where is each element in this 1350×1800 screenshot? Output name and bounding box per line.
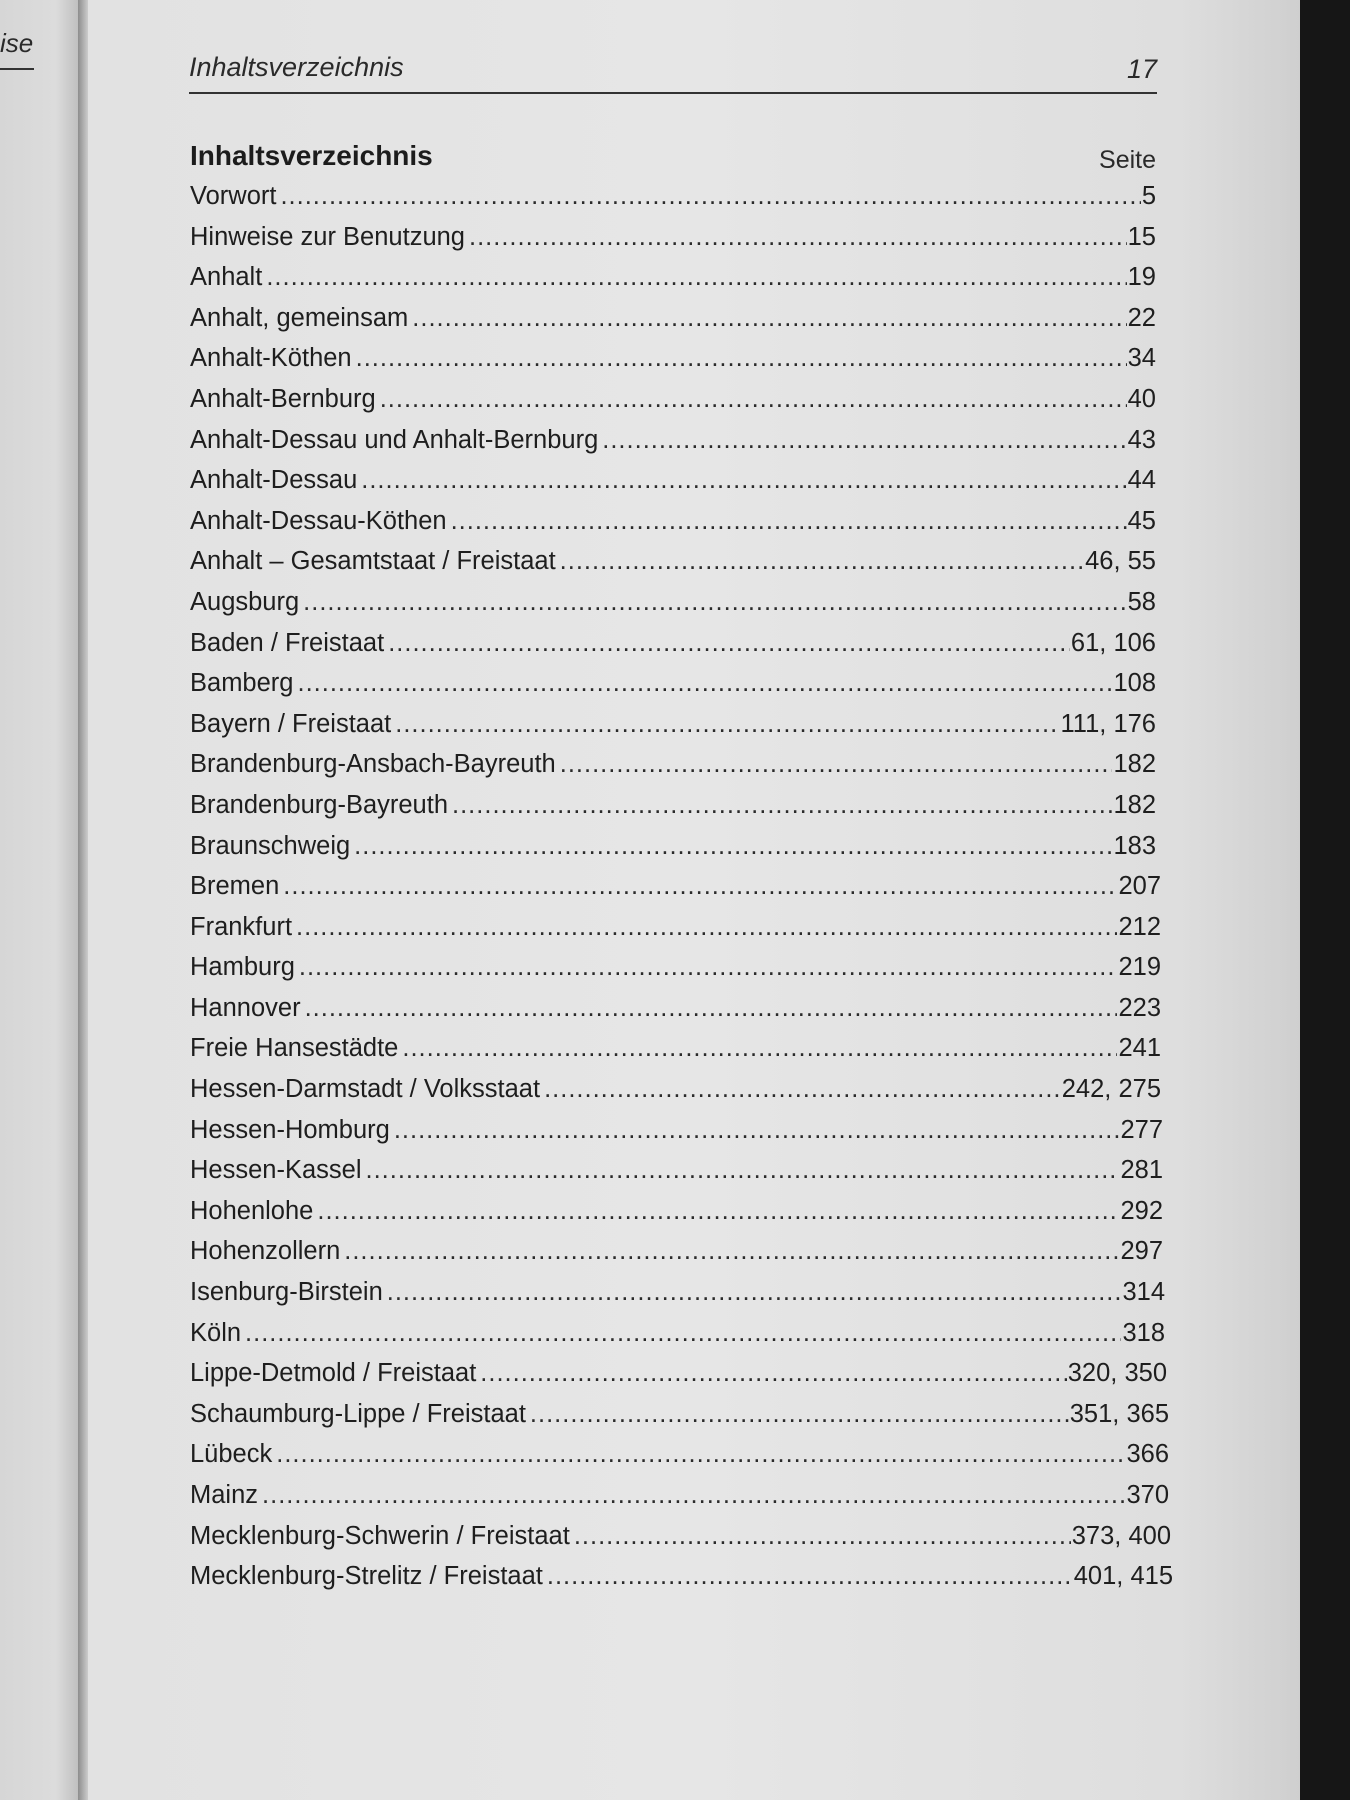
toc-leader-dots bbox=[547, 1562, 1073, 1591]
toc-entry bbox=[190, 466, 1156, 507]
toc-entry-title: Brandenburg-Bayreuth bbox=[190, 790, 449, 819]
toc-entry-page: 401, 415 bbox=[1073, 1562, 1173, 1591]
toc-entry-title: Hinweise zur Benutzung bbox=[190, 222, 465, 251]
toc-leader-dots bbox=[394, 1116, 1120, 1145]
toc-leader-dots bbox=[266, 263, 1126, 292]
toc-entry-page: 277 bbox=[1120, 1115, 1163, 1144]
toc-leader-dots bbox=[303, 588, 1126, 617]
running-head bbox=[189, 50, 1157, 94]
toc-entry-title: Braunschweig bbox=[190, 831, 351, 860]
toc-entry-title: Hamburg bbox=[190, 953, 295, 982]
toc-leader-dots bbox=[560, 547, 1084, 576]
toc-leader-dots bbox=[395, 710, 1059, 739]
toc-entry-title: Baden / Freistaat bbox=[190, 628, 385, 657]
toc-entry-title: Isenburg-Birstein bbox=[190, 1278, 383, 1307]
toc-entry-page: 108 bbox=[1113, 669, 1156, 698]
toc-entry-page: 45 bbox=[1127, 506, 1156, 535]
toc-entry bbox=[190, 263, 1156, 304]
toc-entry-title: Hessen-Homburg bbox=[190, 1115, 390, 1144]
toc-entry bbox=[190, 344, 1156, 385]
toc-entry bbox=[190, 223, 1156, 264]
toc-entry-title: Mainz bbox=[190, 1481, 259, 1509]
toc-leader-dots bbox=[280, 182, 1140, 211]
toc-leader-dots bbox=[344, 1237, 1119, 1266]
toc-entry-title: Anhalt bbox=[190, 263, 263, 292]
toc-leader-dots bbox=[356, 344, 1127, 373]
toc-entry bbox=[190, 1197, 1163, 1238]
toc-leader-dots bbox=[262, 1481, 1125, 1510]
toc-entry bbox=[190, 791, 1156, 832]
toc-entry bbox=[190, 182, 1156, 223]
toc-entry-title: Anhalt-Dessau bbox=[190, 466, 358, 495]
toc-entry-title: Anhalt-Köthen bbox=[190, 344, 352, 373]
toc-leader-dots bbox=[480, 1359, 1066, 1388]
toc-entry-title: Anhalt-Dessau und Anhalt-Bernburg bbox=[190, 425, 599, 454]
toc-entry-page: 182 bbox=[1113, 790, 1156, 819]
toc-entry-title: Hannover bbox=[190, 993, 301, 1022]
toc-entry bbox=[190, 1156, 1163, 1197]
toc-entry bbox=[190, 1522, 1171, 1563]
toc-leader-dots bbox=[361, 466, 1126, 495]
toc-leader-dots bbox=[299, 953, 1118, 982]
toc-entry-page: 292 bbox=[1120, 1196, 1163, 1225]
toc-entry bbox=[190, 1034, 1161, 1075]
toc-entry-page: 111, 176 bbox=[1060, 709, 1156, 738]
toc-heading: Inhaltsverzeichnis bbox=[190, 140, 433, 171]
toc-entry-title: Hessen-Darmstadt / Volksstaat bbox=[190, 1075, 541, 1104]
toc-entry bbox=[190, 872, 1161, 913]
toc-leader-dots bbox=[452, 791, 1112, 820]
toc-leader-dots bbox=[305, 994, 1118, 1023]
toc-entry-title: Anhalt-Bernburg bbox=[190, 384, 376, 413]
toc-entry-page: 241 bbox=[1118, 1034, 1161, 1063]
toc-entry bbox=[190, 588, 1156, 629]
toc-entry bbox=[190, 1116, 1163, 1157]
toc-entry bbox=[190, 629, 1156, 670]
toc-entry-page: 15 bbox=[1127, 222, 1156, 251]
toc-entry bbox=[190, 1400, 1169, 1441]
toc-entry-page: 281 bbox=[1120, 1156, 1163, 1185]
toc-entry-page: 219 bbox=[1118, 953, 1161, 982]
toc-entry bbox=[190, 385, 1156, 426]
toc-entry-title: Bremen bbox=[190, 872, 280, 901]
toc-leader-dots bbox=[388, 629, 1070, 658]
toc-leader-dots bbox=[544, 1075, 1061, 1104]
toc-entry bbox=[190, 994, 1161, 1035]
toc-entry-title: Schaumburg-Lippe / Freistaat bbox=[190, 1399, 526, 1428]
toc-entry-page: 207 bbox=[1118, 872, 1161, 901]
toc-leader-dots bbox=[276, 1440, 1125, 1469]
toc-entry-title: Freie Hansestädte bbox=[190, 1034, 399, 1063]
toc-entry-page: 297 bbox=[1120, 1237, 1163, 1266]
toc-leader-dots bbox=[380, 385, 1127, 414]
toc-leader-dots bbox=[387, 1278, 1122, 1307]
toc-entry-page: 314 bbox=[1122, 1278, 1165, 1307]
toc-entry-title: Köln bbox=[190, 1318, 242, 1347]
toc-entry-page: 43 bbox=[1127, 425, 1156, 454]
toc-entry-page: 19 bbox=[1127, 263, 1156, 292]
toc-entry-page: 320, 350 bbox=[1067, 1359, 1167, 1388]
toc-entry-page: 370 bbox=[1126, 1481, 1169, 1509]
toc-entry bbox=[190, 953, 1161, 994]
toc-leader-dots bbox=[402, 1034, 1117, 1063]
toc-leader-dots bbox=[451, 507, 1127, 536]
toc-entry-title: Vorwort bbox=[190, 182, 277, 210]
toc-entry-title: Augsburg bbox=[190, 587, 300, 616]
left-page-rule bbox=[0, 68, 34, 70]
toc-entry-title: Mecklenburg-Strelitz / Freistaat bbox=[190, 1562, 543, 1591]
toc-leader-dots bbox=[283, 872, 1117, 901]
toc-entry-page: 34 bbox=[1127, 344, 1156, 373]
toc-leader-dots bbox=[412, 304, 1126, 333]
toc-leader-dots bbox=[366, 1156, 1120, 1185]
toc-entry-page: 46, 55 bbox=[1085, 547, 1156, 576]
toc-leader-dots bbox=[574, 1522, 1071, 1551]
toc-entry-page: 5 bbox=[1141, 182, 1156, 210]
toc-entry bbox=[190, 1319, 1165, 1360]
toc-entry-title: Anhalt, gemeinsam bbox=[190, 303, 409, 332]
toc-entry-page: 212 bbox=[1118, 912, 1161, 941]
toc-entry-title: Brandenburg-Ansbach-Bayreuth bbox=[190, 750, 556, 779]
toc-entry bbox=[190, 1440, 1169, 1481]
toc-entry-page: 40 bbox=[1127, 384, 1156, 413]
toc-entry bbox=[190, 304, 1156, 345]
toc-entry bbox=[190, 1075, 1161, 1116]
toc-entry bbox=[190, 426, 1156, 467]
toc-entry-page: 318 bbox=[1122, 1318, 1165, 1347]
toc-entry-title: Anhalt – Gesamtstaat / Freistaat bbox=[190, 547, 556, 576]
toc-leader-dots bbox=[560, 750, 1113, 779]
toc-entry bbox=[190, 710, 1156, 751]
toc-entry bbox=[190, 507, 1156, 548]
toc-entry bbox=[190, 669, 1156, 710]
page-number: 17 bbox=[1126, 54, 1157, 84]
toc-entry-page: 366 bbox=[1126, 1440, 1169, 1469]
toc-leader-dots bbox=[602, 426, 1126, 455]
toc-entry-title: Hohenlohe bbox=[190, 1196, 314, 1225]
background-edge bbox=[1300, 0, 1350, 1800]
toc-entry bbox=[190, 913, 1161, 954]
toc-entry bbox=[190, 1562, 1173, 1603]
toc-entry bbox=[190, 832, 1156, 873]
toc-entry-page: 61, 106 bbox=[1070, 628, 1156, 657]
toc-entry bbox=[190, 1237, 1163, 1278]
toc-entry-title: Frankfurt bbox=[190, 912, 293, 941]
toc-leader-dots bbox=[297, 669, 1112, 698]
toc-entry-title: Hohenzollern bbox=[190, 1237, 341, 1266]
toc-leader-dots bbox=[354, 832, 1112, 861]
toc-entry bbox=[190, 547, 1156, 588]
toc-entry-page: 242, 275 bbox=[1061, 1075, 1161, 1104]
toc-entry bbox=[190, 1278, 1165, 1319]
toc-entry-page: 183 bbox=[1113, 831, 1156, 860]
toc-page-column-label: Seite bbox=[1099, 146, 1156, 174]
toc-entry-page: 182 bbox=[1113, 750, 1156, 779]
toc-entry-title: Hessen-Kassel bbox=[190, 1156, 362, 1185]
toc-leader-dots bbox=[245, 1319, 1121, 1348]
toc-leader-dots bbox=[469, 223, 1127, 252]
toc-entry-title: Lübeck bbox=[190, 1440, 273, 1469]
toc-leader-dots bbox=[530, 1400, 1069, 1429]
toc-list bbox=[190, 182, 1173, 1603]
toc-entry-page: 223 bbox=[1118, 993, 1161, 1022]
left-page-edge bbox=[0, 0, 80, 1800]
toc-entry bbox=[190, 1481, 1169, 1522]
toc-entry bbox=[190, 1359, 1167, 1400]
toc-entry-page: 351, 365 bbox=[1069, 1399, 1169, 1428]
toc-heading-row bbox=[190, 140, 1156, 180]
toc-entry-title: Bayern / Freistaat bbox=[190, 709, 392, 738]
running-head-title: Inhaltsverzeichnis bbox=[189, 52, 404, 82]
toc-entry-page: 58 bbox=[1127, 587, 1156, 616]
toc-leader-dots bbox=[317, 1197, 1119, 1226]
toc-entry-title: Bamberg bbox=[190, 669, 294, 698]
toc-entry-page: 373, 400 bbox=[1071, 1521, 1171, 1550]
toc-entry-title: Anhalt-Dessau-Köthen bbox=[190, 506, 447, 535]
toc-entry-title: Mecklenburg-Schwerin / Freistaat bbox=[190, 1521, 570, 1550]
toc-entry-page: 22 bbox=[1127, 303, 1156, 332]
left-page-fragment-text: ise bbox=[0, 28, 34, 58]
toc-entry bbox=[190, 750, 1156, 791]
toc-entry-page: 44 bbox=[1127, 466, 1156, 495]
toc-entry-title: Lippe-Detmold / Freistaat bbox=[190, 1359, 477, 1388]
toc-leader-dots bbox=[296, 913, 1117, 942]
